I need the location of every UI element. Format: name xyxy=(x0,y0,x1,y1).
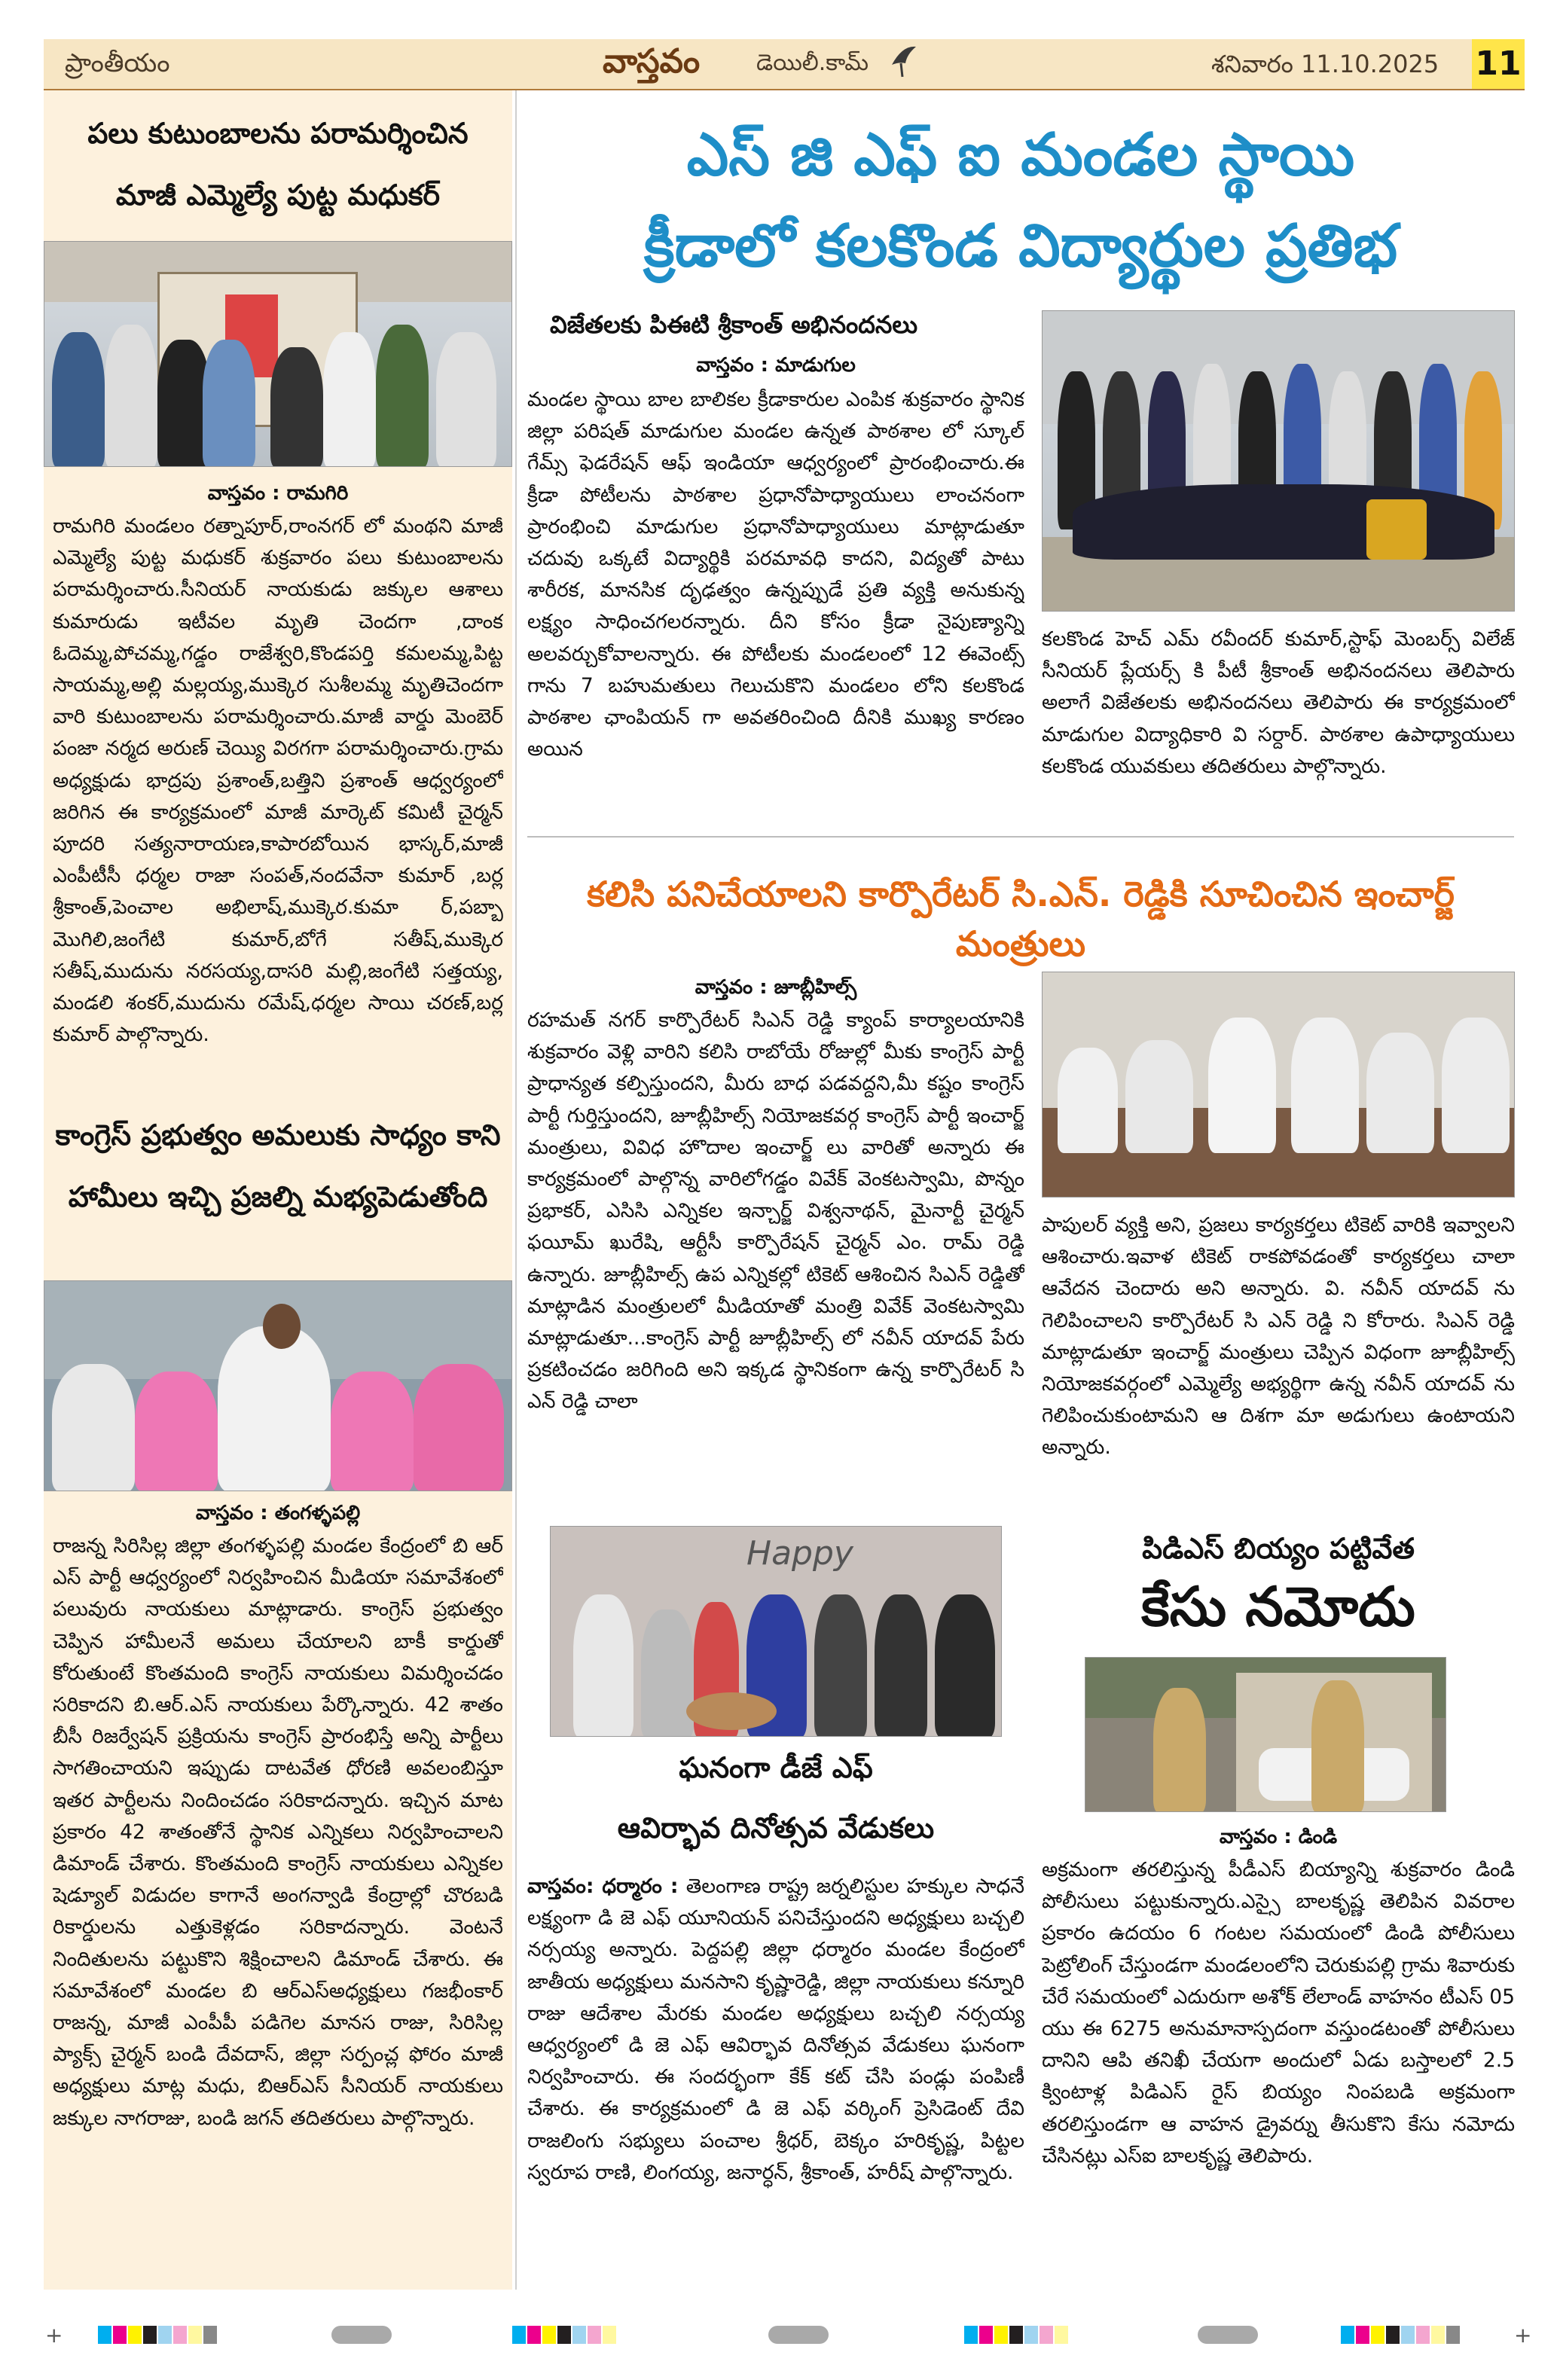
registration-cross-icon: + xyxy=(45,2323,63,2348)
story5-text-block xyxy=(527,1871,1024,2278)
story4-headline: కలిసి పనిచేయాలని కార్పొరేటర్ సి.ఎన్. రెడ్డికి సూచించిన ఇంచార్జ్ మంత్రులు xyxy=(587,874,1455,964)
story2-byline: వాస్తవం : తంగళ్ళపల్లి xyxy=(195,1502,361,1524)
story3-byline: వాస్తవం : మాడుగుల xyxy=(696,354,856,377)
story2-body: రాజన్న సిరిసిల్ల జిల్లా తంగళ్ళపల్లి మండల కేంద్రంలో బి ఆర్ ఎస్ పార్టీ ఆధ్వర్యంలో నిర్వహించిన మీడియా సమావేశంలో పలువురు నాయకులు మాట్లాడారు. కాంగ్రెస్ ప్రభుత్వం చెప్పిన హామీలనే అమలు చేయాలని బాకీ కార్డుతో కోరుతుంటే కొంతమంది కాంగ్రెస్ నాయకులు విమర్శించడం సరికాదని బి.ఆర్.ఎస్ నాయకులు పేర్కొన్నారు. 42 శాతం బీసీ రిజర్వేషన్ ప్రక్రియను కాంగ్రెస్ ప్రారంభిస్తే అన్ని పార్టీలు సాగతించాయని ఇప్పుడు దాటవేత ధోరణి అవలంబిస్తూ ఇతర పార్టీలను నిందించడం సరికాదన్నారు. ఇచ్చిన మాట ప్రకారం 42 శాతంతోనే స్థానిక ఎన్నికలు నిర్వహించాలని డిమాండ్ చేశారు. కొంతమంది కాంగ్రెస్ నాయకులు ఎన్నికల షెడ్యూల్ విడుదల కాగానే అంగన్వాడి కేంద్రాల్లో చొరబడి రికార్డులను ఎత్తుకెళ్లడం సరికాదన్నారు. వెంటనే నిందితులను పట్టుకొని శిక్షించాలని డిమాండ్ చేశారు. ఈ సమావేశంలో మండల బి ఆర్ఎస్అధ్యక్షులు గజభీంకార్ రాజన్న, మాజీ ఎంపీపీ పడిగెల మానస రాజు, సిరిసిల్ల ప్యాక్స్ చైర్మన్ బండి దేవదాస్, జిల్లా సర్పంచ్ల ఫోరం మాజీ అధ్యక్షులు మాట్ల మధు, బిఆర్ఎస్ సీనియర్ నాయకులు జక్కుల నాగరాజు, బండి జగన్ తదితరులు పాల్గొన్నారు. xyxy=(53,1534,503,2130)
story3-photo xyxy=(1042,310,1515,612)
story1-photo xyxy=(44,241,512,467)
story3-subhead: విజేతలకు పిఈటి శ్రీకాంత్ అభినందనలు xyxy=(550,310,918,339)
story2-headline-2: హామీలు ఇచ్చి ప్రజల్ని మభ్యపెడుతోంది xyxy=(68,1179,488,1213)
story4-body-continued: పాపులర్ వ్యక్తి అని, ప్రజలు కార్యకర్తలు టికెట్ వారికి ఇవ్వాలని ఆశించారు.ఇవాళ టికెట్ రాకపోవడంతో కార్యకర్తలు చాలా ఆవేదన చెందారు అని అన్నారు. వి. నవీన్ యాదవ్ ను గెలిపించాలని కార్పొరేటర్ సి ఎన్ రెడ్డి ని కోరారు. సిఎన్ రెడ్డి మాట్లాడుతూ ఇంచార్జ్ మంత్రులు చెప్పిన విధంగా జూబ్లీహిల్స్ నియోజకవర్గంలో ఎమ్మెల్యే అభ్యర్థిగా ఉన్న నవీన్ యాదవ్ ను గెలిపించుకుంటామని ఆ దిశగా మా అడుగులు ఉంటాయని అన్నారు. xyxy=(1042,1213,1515,1460)
section-name: ప్రాంతీయం xyxy=(65,48,170,78)
story6-headline-2: కేసు నమోదు xyxy=(1141,1574,1415,1638)
story5-byline: వాస్తవం: ధర్మారం : xyxy=(527,1875,679,1898)
story6-body: అక్రమంగా తరలిస్తున్న పీడీఎస్ బియ్యాన్ని శుక్రవారం డిండి పోలీసులు పట్టుకున్నారు.ఎస్సై బాలకృష్ణ తెలిపిన వివరాల ప్రకారం ఉదయం 6 గంటల సమయంలో డిండి పోలీసులు పెట్రోలింగ్ చేస్తుండగా మండలంలోని చెరుకుపల్లి గ్రామ శివారుకు చేరే సమయంలో ఎదురుగా అశోక్ లేలాండ్ వాహనం టీఎస్ 05 యు ఈ 6275 అనుమానాస్పదంగా వస్తుండటంతో పోలీసులు దానిని ఆపి తనిఖీ చేయగా అందులో ఏడు బస్తాలలో 2.5 క్వింటాళ్ల పిడిఎస్ రైస్ బియ్యం నింపబడి అక్రమంగా తరలిస్తుండగా ఆ వాహన డ్రైవర్ను తీసుకొని కేసు నమోదు చేసినట్లు ఎస్ఐ బాలకృష్ణ తెలిపారు. xyxy=(1042,1858,1515,2168)
story1-body: రామగిరి మండలం రత్నాపూర్,రాంనగర్ లో మంథని మాజీ ఎమ్మెల్యే పుట్ట మధుకర్ శుక్రవారం పలు కుటుంబాలను పరామర్శించారు.సీనియర్ నాయకుడు జక్కుల ఆశాలు కుమారుడు ఇటీవల మృతి చెందగా ,దాంక ఓదెమ్మ,పోచమ్మ,గడ్డం రాజేశ్వరి,కొండపర్తి కమలమ్మ,పిట్ట సాయమ్మ,అల్లి మల్లయ్య,ముక్కెర సుశీలమ్మ మృతిచెందగా వారి కుటుంబాలను పరామర్శించారు.మాజీ వార్డు మెంబెర్ పంజా నర్మద అరుణ్ చెయ్యి విరగగా పరామర్శించారు.గ్రామ అధ్యక్షుడు భాద్రపు ప్రశాంత్,బత్తిని ప్రశాంత్ ఆధ్వర్యంలో జరిగిన ఈ కార్యక్రమంలో మాజీ మార్కెట్ కమిటీ చైర్మన్ పూదరి సత్యనారాయణ,కాపారబోయిన భాస్కర్,మాజీ ఎంపీటీసీ ధర్మల రాజా సంపత్,నందవేనా కుమార్ ,బర్ల శ్రీకాంత్,పెంచాల అభిలాష్,ముక్కెర.కుమా ర్,పబ్బా మొగిలి,జంగేటి కుమార్,బోగే సతీష్,ముక్కెర సతీష్,ముదును నరసయ్య,దాసరి మల్లి,జంగేటి సత్తయ్య, మండలి శంకర్,ముదును రమేష్,ధర్మల సాయి చరణ్,బర్ల కుమార్ పాల్గొన్నారు. xyxy=(53,514,503,1047)
story3-headline-1: ఎస్ జి ఎఫ్ ఐ మండల స్థాయి xyxy=(686,121,1355,189)
story4-body: రహమత్ నగర్ కార్పొరేటర్ సిఎన్ రెడ్డి క్యాంప్ కార్యాలయానికి శుక్రవారం వెళ్లి వారిని కలిసి రాబోయే రోజుల్లో మీకు కాంగ్రెస్ పార్టీ ప్రాధాన్యత కల్పిస్తుందని, మీరు బాధ పడవద్దని,మీ కష్టం కాంగ్రెస్ పార్టీ గుర్తిస్తుందని, జూబ్లీహిల్స్ నియోజకవర్గ కాంగ్రెస్ పార్టీ ఇంచార్జ్ మంత్రులు, వివిధ హొదాల ఇంచార్జ్ లు వారితో అన్నారు ఈ కార్యక్రమంలో పాల్గొన్న వారిలోగడ్డం వివేక్ వెంకటస్వామి, పొన్నం ప్రభాకర్, ఎసిసి ఎన్నికల ఇన్చార్జ్ విశ్వనాథన్, మైనార్టీ చైర్మన్ ఫయీమ్ ఖురేషి, ఆర్టీసీ కార్పొరేషన్ చైర్మన్ ఎం. రామ్ రెడ్డి ఉన్నారు. జూబ్లీహిల్స్ ఉప ఎన్నికల్లో టికెట్ ఆశించిన సిఎన్ రెడ్డితో మాట్లాడిన మంత్రులలో మీడియాతో మంత్రి వివేక్ వెంకటస్వామి మాట్లాడుతూ...కాంగ్రెస్ పార్టీ జూబ్లీహిల్స్ లో నవీన్ యాదవ్ పేరు ప్రకటించడం జరిగింది అని ఇక్కడ స్థానికంగా ఉన్న కార్పొరేటర్ సి ఎన్ రెడ్డి చాలా xyxy=(527,1008,1024,1414)
story2-headline-1: కాంగ్రెస్ ప్రభుత్వం అమలుకు సాధ్యం కాని xyxy=(55,1118,501,1152)
story6-headline-1: పిడిఎస్ బియ్యం పట్టివేత xyxy=(1142,1532,1415,1565)
page-header xyxy=(44,39,1525,90)
page-number: 11 xyxy=(1472,39,1525,89)
story3-body: మండల స్థాయి బాల బాలికల క్రీడాకారుల ఎంపిక శుక్రవారం స్థానిక జిల్లా పరిషత్ మాడుగుల మండల ఉన్నత పాఠశాల లో స్కూల్ గేమ్స్ ఫెడరేషన్ ఆఫ్ ఇండియా ఆధ్వర్యంలో ప్రారంభించారు.ఈ క్రీడా పోటీలను పాఠశాల ప్రధానోపాధ్యాయులు లాంచనంగా ప్రారంభించి మాడుగుల ప్రధానోపాధ్యాయులు మాట్లాడుతూ చదువు ఒక్కటే విద్యార్థికి పరమావధి కాదని, విద్యతో పాటు శారీరక, మానసిక దృఢత్వం ఉన్నప్పుడే ప్రతి వ్యక్తి అనుకున్న లక్ష్యం సాధించగలరన్నారు. దీని కోసం క్రీడా నైపుణ్యాన్ని అలవర్చుకోవాలన్నారు. ఈ పోటీలకు మండలంలో 12 ఈవెంట్స్ గాను 7 బహుమతులు గెలుచుకొని మండలం లోని కలకొండ పాఠశాల ఛాంపియన్ గా అవతరించింది దీనికి ముఖ్య కారణం అయిన xyxy=(527,388,1024,761)
story2-photo xyxy=(44,1280,512,1491)
story1-headline-2: మాజీ ఎమ్మెల్యే పుట్ట మధుకర్ xyxy=(115,178,441,212)
story6-byline: వాస్తవం : డిండి xyxy=(1219,1826,1338,1848)
section-divider-1 xyxy=(527,836,1514,838)
story5-photo xyxy=(550,1526,1002,1737)
registration-cross-icon-right: + xyxy=(1514,2323,1532,2348)
story5-body: తెలంగాణ రాష్ట్ర జర్నలిస్టుల హక్కుల సాధనే లక్ష్యంగా డి జె ఎఫ్ యూనియన్ పనిచేస్తుందని అధ్యక్షులు బచ్చలి నర్సయ్య అన్నారు. పెద్దపల్లి జిల్లా ధర్మారం మండల కేంద్రంలో జాతీయ అధ్యక్షులు మనసాని కృష్ణారెడ్డి, జిల్లా నాయకులు కన్నూరి రాజు ఆదేశాల మేరకు మండల అధ్యక్షులు బచ్చలి నర్సయ్య ఆధ్వర్యంలో డి జె ఎఫ్ ఆవిర్భావ దినోత్సవ వేడుకలు ఘనంగా నిర్వహించారు. ఈ సందర్భంగా కేక్ కట్ చేసి పండ్లు పంపిణీ చేశారు. ఈ కార్యక్రమంలో డి జె ఎఫ్ వర్కింగ్ ప్రెసిడెంట్ దేవి రాజలింగు సభ్యులు పంచాల శ్రీధర్, బెక్కం హరికృష్ణ, పిట్టల స్వరూప రాణి, లింగయ్య, జనార్ధన్, శ్రీకాంత్, హరీష్ పాల్గొన్నారు. xyxy=(527,1875,1024,2184)
story1-byline: వాస్తవం : రామగిరి xyxy=(207,482,349,505)
print-registration-strip xyxy=(0,2320,1557,2350)
story5-headline-2: ఆవిర్భావ దినోత్సవ వేడుకలు xyxy=(617,1811,935,1844)
story6-photo xyxy=(1085,1657,1446,1812)
story3-headline-2: క్రీడాలో కలకొండ విద్యార్థుల ప్రతిభ xyxy=(643,212,1398,280)
column-divider xyxy=(515,90,517,2290)
brand-subtitle: డెయిలీ.కామ్ xyxy=(756,50,869,76)
brand-logo-text: వాస్తవం xyxy=(603,42,701,81)
story1-headline-1: పలు కుటుంబాలను పరామర్శించిన xyxy=(87,116,469,150)
story5-photo-banner: Happy xyxy=(746,1534,853,1573)
bird-logo-icon xyxy=(889,42,919,80)
story4-photo xyxy=(1042,972,1515,1198)
story5-headline-1: ఘనంగా డీజే ఎఫ్ xyxy=(679,1750,873,1784)
issue-date: శనివారం 11.10.2025 xyxy=(1211,50,1439,78)
story4-byline: వాస్తవం : జూబ్లీహిల్స్ xyxy=(695,976,857,999)
story3-body-continued: కలకొండ హెచ్ ఎమ్ రవీందర్ కుమార్,స్టాఫ్ మెంబర్స్ విలేజ్ సీనియర్ ప్లేయర్స్ కి పీటీ శ్రీకాంత్ అభినందనలు తెలిపారు అలాగే విజేతలకు అభినందనలు తెలిపారు ఈ కార్యక్రమంలో మాడుగుల విద్యాధికారి వి సర్దార్. పాఠశాల ఉపాధ్యాయులు కలకొండ యువకులు తదితరులు పాల్గొన్నారు. xyxy=(1042,627,1515,778)
